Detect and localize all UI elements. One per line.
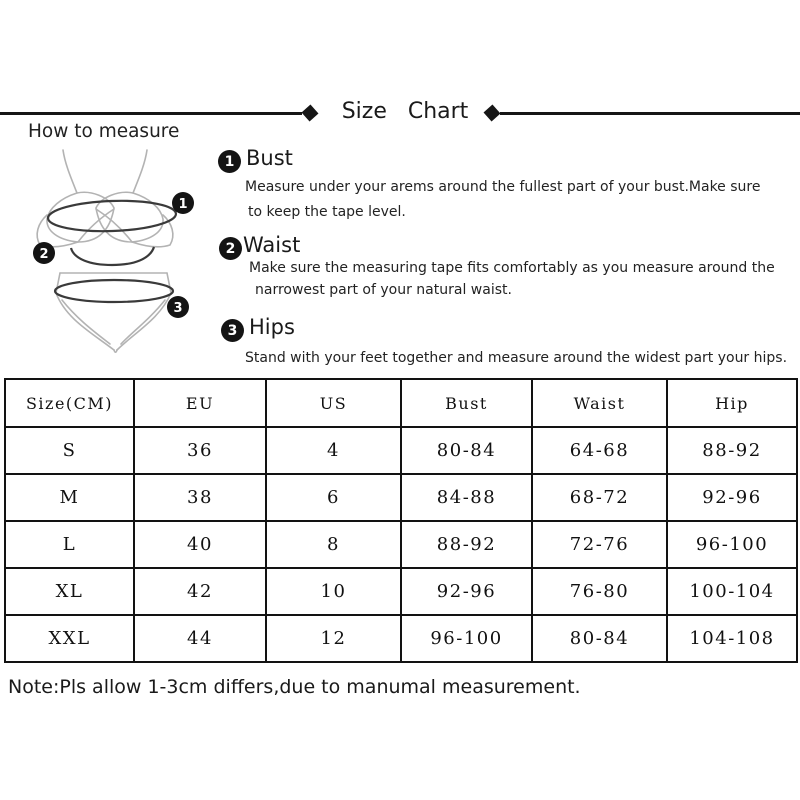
table-cell: 100-104: [667, 568, 797, 615]
table-cell: 6: [266, 474, 401, 521]
hips-instruction-line1: Stand with your feet together and measure around the widest part your hips.: [245, 350, 788, 366]
table-cell: S: [5, 427, 134, 474]
col-header-hip: Hip: [667, 379, 797, 427]
table-cell: 40: [134, 521, 266, 568]
how-to-measure-label: How to measure: [28, 121, 180, 142]
table-row: [5, 474, 797, 521]
waist-instruction-line1: Make sure the measuring tape fits comfortably as you measure around the: [249, 260, 775, 276]
waist-instruction-line2: narrowest part of your natural waist.: [255, 282, 512, 298]
col-header-waist: Waist: [532, 379, 667, 427]
col-header-us: US: [266, 379, 401, 427]
header-rule-right: [500, 112, 800, 115]
bust-section-number: 1: [218, 150, 241, 173]
table-cell: 92-96: [667, 474, 797, 521]
table-cell: 64-68: [532, 427, 667, 474]
table-header-row: [5, 379, 797, 427]
table-cell: 96-100: [401, 615, 532, 662]
bust-section-heading: Bust: [246, 146, 293, 170]
col-header-size: Size(CM): [5, 379, 134, 427]
table-cell: 38: [134, 474, 266, 521]
header-rule-left: [0, 112, 302, 115]
table-cell: XL: [5, 568, 134, 615]
bust-marker-number: 1: [178, 197, 188, 212]
table-cell: M: [5, 474, 134, 521]
table-cell: 44: [134, 615, 266, 662]
table-cell: 42: [134, 568, 266, 615]
table-cell: L: [5, 521, 134, 568]
table-cell: 4: [266, 427, 401, 474]
col-header-bust: Bust: [401, 379, 532, 427]
table-cell: 72-76: [532, 521, 667, 568]
waist-tape-arc: [71, 247, 154, 265]
bust-instruction-line1: Measure under your arems around the fullest part of your bust.Make sure: [245, 179, 761, 195]
waist-marker-number: 2: [39, 247, 49, 262]
table-cell: XXL: [5, 615, 134, 662]
table-cell: 12: [266, 615, 401, 662]
table-cell: 88-92: [401, 521, 532, 568]
hip-tape-ellipse: [55, 280, 173, 302]
table-cell: 88-92: [667, 427, 797, 474]
table-cell: 10: [266, 568, 401, 615]
page-title: Size Chart: [341, 99, 469, 124]
table-cell: 80-84: [401, 427, 532, 474]
bust-instruction-line2: to keep the tape level.: [248, 204, 406, 220]
table-cell: 68-72: [532, 474, 667, 521]
table-row: [5, 615, 797, 662]
col-header-eu: EU: [134, 379, 266, 427]
table-cell: 84-88: [401, 474, 532, 521]
table-cell: 104-108: [667, 615, 797, 662]
table-cell: 92-96: [401, 568, 532, 615]
table-row: [5, 427, 797, 474]
diamond-left-icon: [302, 105, 319, 122]
waist-section-number: 2: [219, 237, 242, 260]
hips-section-heading: Hips: [249, 315, 295, 339]
measure-illustration: [30, 145, 225, 357]
table-row: [5, 521, 797, 568]
table-cell: 80-84: [532, 615, 667, 662]
table-cell: 76-80: [532, 568, 667, 615]
hip-marker-number: 3: [173, 301, 183, 316]
size-table: [4, 378, 798, 663]
table-cell: 96-100: [667, 521, 797, 568]
table-cell: 8: [266, 521, 401, 568]
table-row: [5, 568, 797, 615]
hips-section-number: 3: [221, 319, 244, 342]
waist-section-heading: Waist: [243, 233, 301, 257]
table-cell: 36: [134, 427, 266, 474]
measurement-note: Note:Pls allow 1-3cm differs,due to manumal measurement.: [8, 676, 581, 698]
